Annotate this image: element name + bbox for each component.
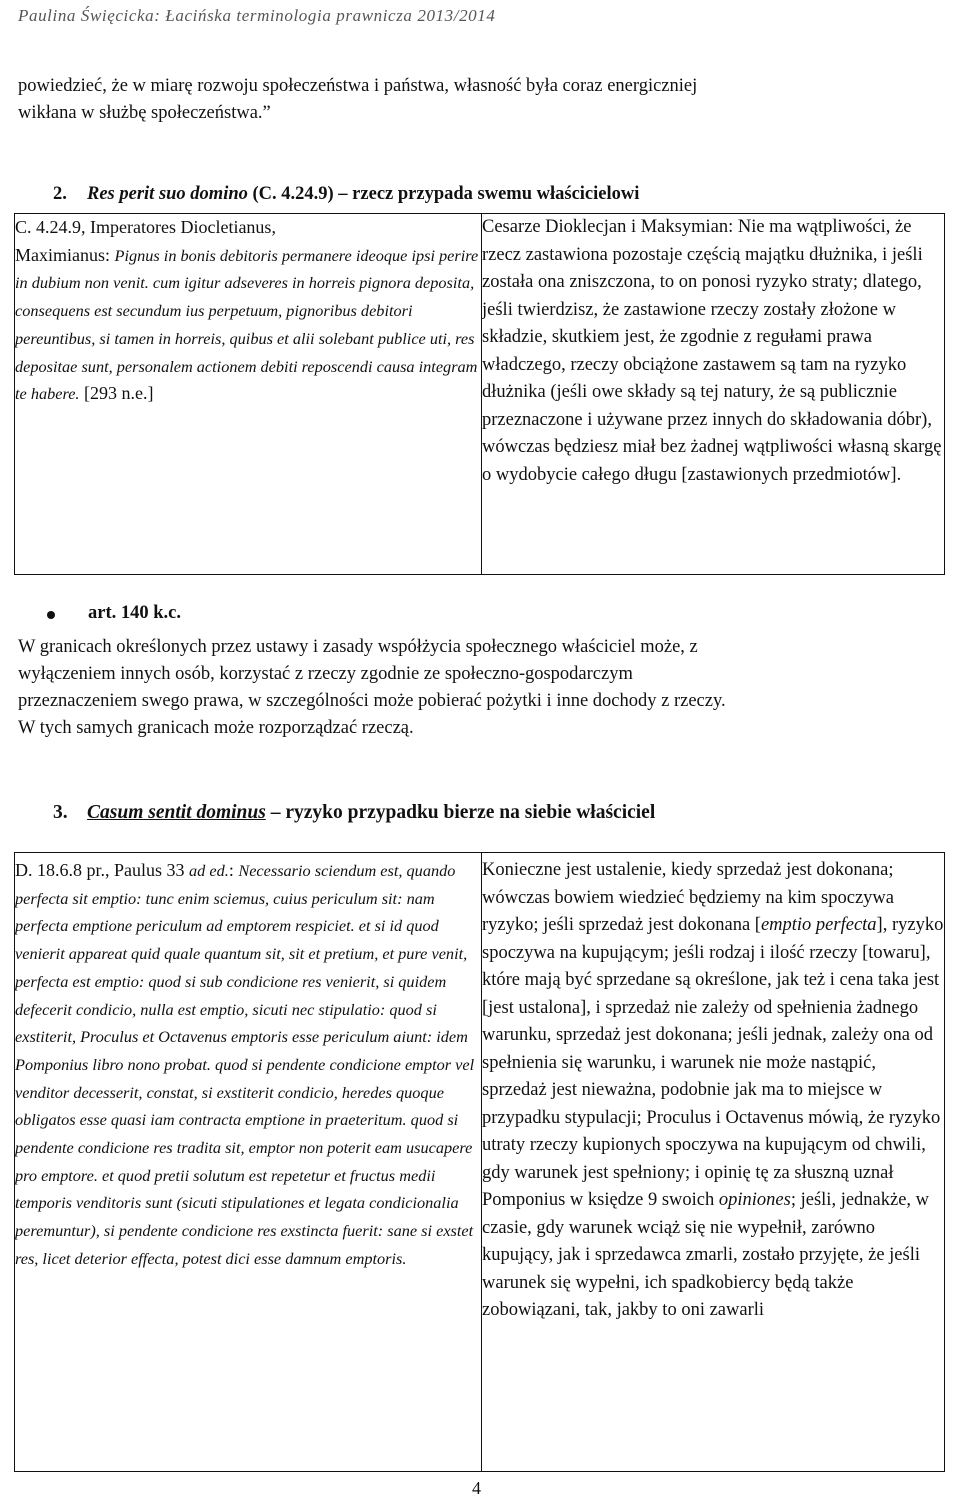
running-header: Paulina Święcicka: Łacińska terminologia prawnicza 2013/2014 [18,6,496,25]
polish-text: Konieczne jest ustalenie, kiedy sprzedaż jest dokonana; wówczas bowiem wiedzieć będziemy na kim spoczywa ryzyko; jeśli sprzedaż jest dokonana [ [482,860,894,935]
article-text [18,634,938,742]
section-number: 3. [53,802,68,823]
source-citation: C. 4.24.9, Imperatores Diocletianus, [15,217,276,237]
section-2-table [14,213,945,575]
intro-line: powiedzieć, że w miarę rozwoju społeczeństwa i państwa, własność była coraz energiczniej [18,76,698,96]
latin-text: Pignus in bonis debitoris permanere ideoque ipsi perire in dubium non venit. cum igitur adseveres in horreis pignora deposita, consequens est secundum ius perpetuum, pignoribus debitori pereuntibus, si tamen in horreis, quibus et alii solebant publice uti, res depositae sunt, personalem actionem debiti reposcendi causa integram te habere. [15,245,479,404]
page-number: 4 [472,1478,481,1498]
polish-translation-cell [482,214,945,575]
date-reference: [293 n.e.] [79,383,154,404]
latin-maxim: Res perit suo domino [87,184,248,204]
latin-source-cell [15,214,482,575]
source-citation: D. 18.6.8 pr., Paulus 33 [15,860,190,880]
polish-text: ], ryzyko spoczywa na kupującym; jeśli rodzaj i ilość rzeczy [towaru], które mają być sprzedane są określone, jak też i cena taka jest [jest ustalona], i sprzedaż nie zależy od spełnienia żadnego warunku, sprzedaż jest dokonana; jeśli jednak, zależy ona od spełnienia się warunku, i warunek nie może nastąpić, sprzedaż jest nieważna, podobnie jak ma to miejsce w przypadku stypulacji; Proculus i Octavenus mówią, że ryzyko utraty rzeczy kupionych spoczywa na kupującym od chwili, gdy warunek jest spełniony; i opinię tę za słuszną uznał Pomponius w księdze 9 swoich [482,915,944,1210]
latin-maxim: Casum sentit dominus [87,802,266,823]
section-3-subtitle: ryzyko przypadku bierze na siebie właściciel [285,802,656,823]
latin-text: Necessario sciendum est, quando perfecta sit emptio: tunc enim sciemus, cuius periculum sit: nam perfecta emptione periculum ad emptorem respiciet. et si id quod venierit appareat quid quale quantum sit, sit et pretium, et pure venit, perfecta est emptio: quod si sub condicione res venierit, si quidem defecerit condicio, nulla est emptio, sicuti nec stipulatio: quod si exstiterit, Proculus et Octavenus emptoris esse periculum aiunt: idem Pomponius libro nono probat. quod si pendente condicione emptor vel venditor decesserit, constat, si exstiterit condicio, heredes quoque obligatos esse quasi iam contracta emptione in praeteritum. quod si pendente condicione res tradita sit, emptor non poterit eam usucapere pro emptore. et quod pretii solutum est repetetur et fructus medii temporis venditoris sunt (sicuti stipulationes et legata condicionalia peremuntur), si pendente condicione res exstincta fuerit: sane si exstet res, licet deterior effecta, potest dici esse damnum emptoris. [15,861,475,1268]
article-line: W granicach określonych przez ustawy i zasady współżycia społecznego właściciel może, z [18,637,698,657]
article-line: wyłączeniem innych osób, korzystać z rzeczy zgodnie ze społeczno-gospodarczym [18,664,633,684]
section-2-heading [53,184,639,205]
emptio-perfecta: emptio perfecta [760,915,877,935]
colon: : [228,860,239,880]
bullet-icon [47,611,55,619]
section-3-heading [53,802,655,824]
section-2-cite: (C. 4.24.9) – rzecz przypada swemu właścicielowi [247,184,640,204]
dash: – [265,802,286,823]
intro-line: wikłana w służbę społeczeństwa.” [18,103,271,123]
section-3-table [14,852,945,1472]
article-line: W tych samych granicach może rozporządzać rzeczą. [18,718,414,738]
article-title: art. 140 k.c. [88,603,181,623]
polish-text: Cesarze Dioklecjan i Maksymian: Nie ma wątpliwości, że rzecz zastawiona pozostaje częścią majątku dłużnika, i jeśli została ona zniszczona, to on ponosi ryzyko straty; dlatego, jeśli twierdzisz, że zastawione rzeczy zostały złożone w składzie, skutkiem jest, że zgodnie z regułami prawa władczego, rzeczy obciążone zastawem są tam na ryzyko dłużnika (jeśli owe składy są tej natury, że są publicznie przeznaczone i używane przez innych do składowania dóbr), wówczas będziesz miał bez żadnej wątpliwości własną skargę o wydobycie całego długu [zastawionych przedmiotów]. [482,217,942,485]
opiniones: opiniones [718,1190,791,1210]
intro-paragraph [18,73,938,127]
ad-ed: ad ed. [189,861,229,880]
polish-translation-cell [482,853,945,1472]
section-number: 2. [53,184,67,204]
polish-text: ; jeśli, jednakże, w czasie, gdy warunek wciąż się nie wypełnił, zarówno kupujący, jak i sprzedawca zmarli, zostało przyjęte, że jeśli warunek się wypełni, ich spadkobiercy będą także zobowiązani, tak, jakby to oni zawarli [482,1190,930,1320]
latin-source-cell [15,853,482,1472]
source-citation-cont: Maximianus: [15,244,115,265]
article-line: przeznaczeniem swego prawa, w szczególności może pobierać pożytki i inne dochody z rzeczy. [18,691,726,711]
